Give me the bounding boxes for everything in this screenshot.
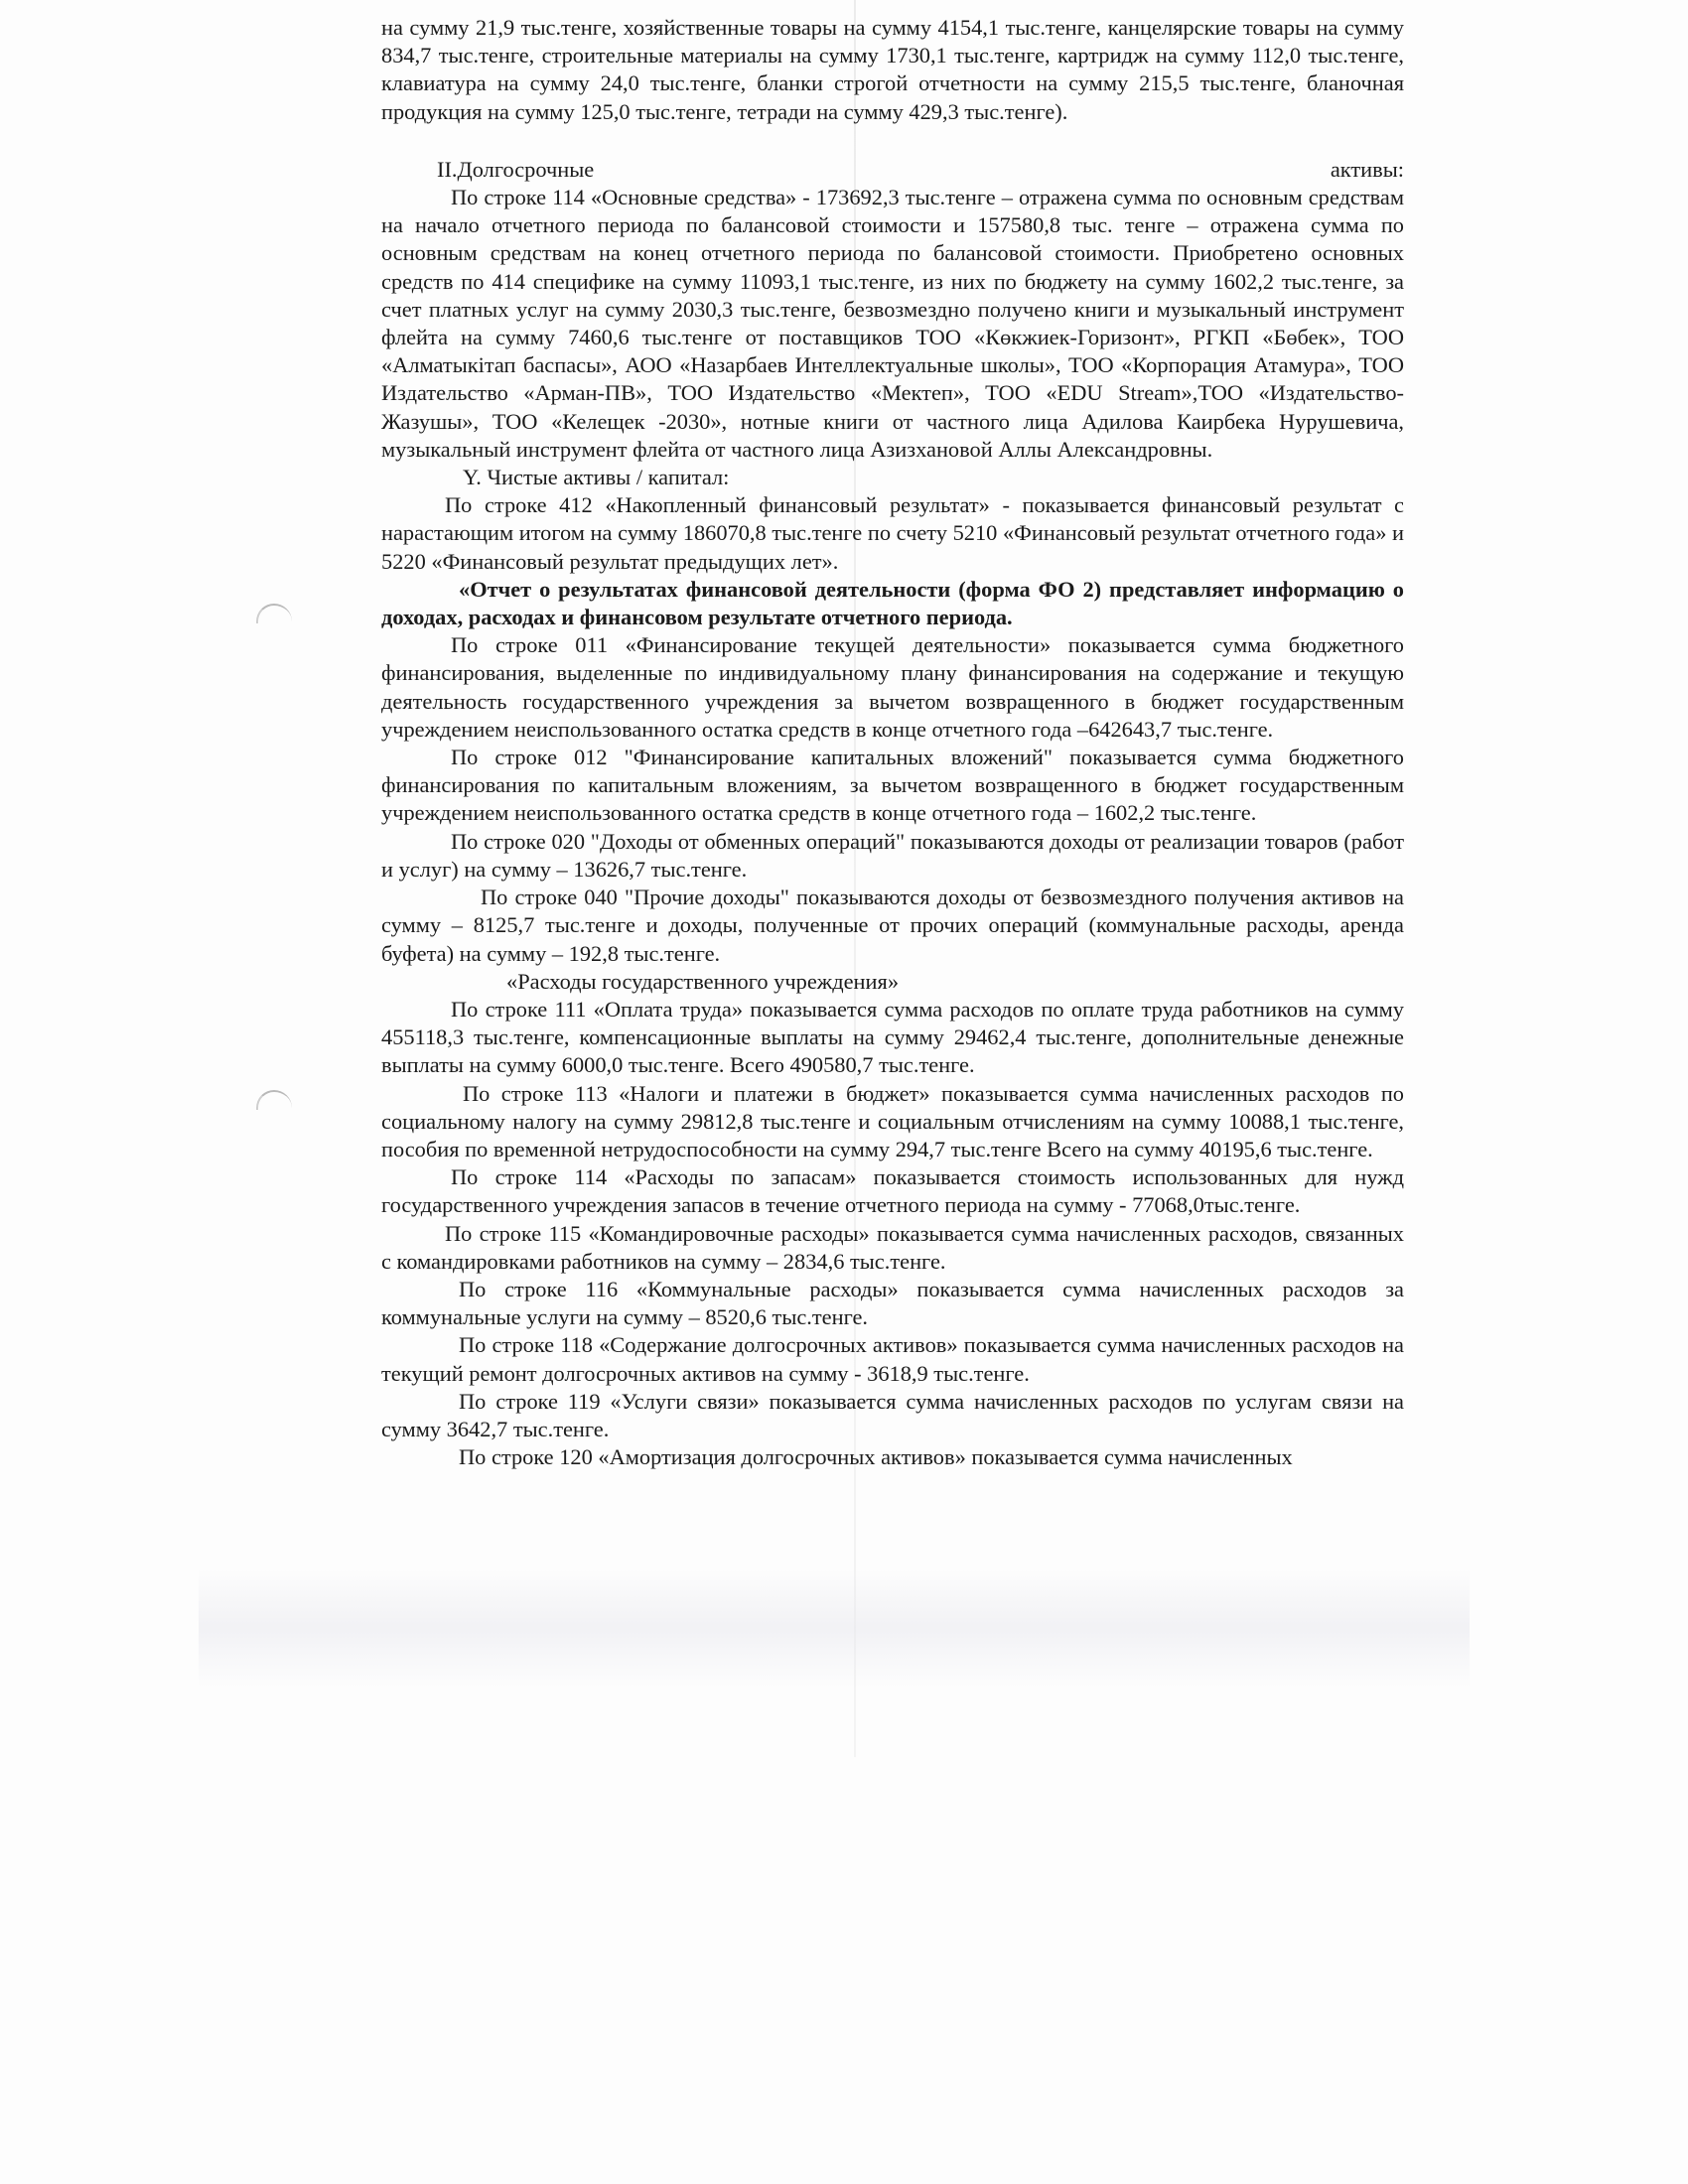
paragraph-line-114-fixed-assets: По строке 114 «Основные средства» - 173692,3 тыс.тенге – отражена сумма по основным средствам на начало отчетного периода по балансовой стоимости и 157580,8 тыс. тенге – отражена сумма по основным средствам на конец отчетного периода по балансовой стоимости. Приобретено основных средств по 414 специфике на сумму 11093,1 тыс.тенге, из них по бюджету на сумму 1602,2 тыс.тенге, за счет платных услуг на сумму 2030,3 тыс.тенге, безвозмездно получено книги и музыкальный инструмент флейта на сумму 7460,6 тыс.тенге от поставщиков ТОО «Көкжиек-Горизонт», РГКП «Бөбек», ТОО «Алматыкітап баспасы», АОО «Назарбаев Интеллектуальные школы», ТОО «Корпорация Атамура», ТОО Издательство «Арман-ПВ», ТОО Издательство «Мектеп», ТОО «EDU Stream»,ТОО «Издательство-Жазушы», ТОО «Келещек -2030», нотные книги от частного лица Адилова Каирбека Нурушевича, музыкальный инструмент флейта от частного лица Азизхановой Аллы Александровны. [381, 185, 1404, 462]
document-page [381, 14, 1404, 1471]
report-heading: «Отчет о результатах финансовой деятельности (форма ФО 2) представляет информацию о доходах, расходах и финансовом результате отчетного периода. [381, 576, 1404, 630]
paragraph-line-111: По строке 111 «Оплата труда» показывается сумма расходов по оплате труда работников на сумму 455118,3 тыс.тенге, компенсационные выплаты на сумму 29462,4 тыс.тенге, дополнительные денежные выплаты на сумму 6000,0 тыс.тенге. Всего 490580,7 тыс.тенге. [381, 996, 1404, 1078]
punch-hole-mark [256, 1090, 292, 1110]
paragraph-line-114-inventory: По строке 114 «Расходы по запасам» показывается стоимость использованных для нужд государственного учреждения запасов в течение отчетного периода на сумму - 77068,0тыс.тенге. [381, 1164, 1404, 1218]
scan-shadow-band [199, 1569, 1470, 1688]
paragraph-line-115: По строке 115 «Командировочные расходы» показывается сумма начисленных расходов, связанных с командировками работников на сумму – 2834,6 тыс.тенге. [381, 1220, 1404, 1274]
section-heading-right: активы: [1330, 156, 1404, 182]
paragraph-line-020: По строке 020 "Доходы от обменных операций" показываются доходы от реализации товаров (работ и услуг) на сумму – 13626,7 тыс.тенге. [381, 828, 1404, 882]
punch-hole-mark [256, 604, 292, 623]
paragraph-line-412: По строке 412 «Накопленный финансовый результат» - показывается финансовый результат с нарастающим итогом на сумму 186070,8 тыс.тенге по счету 5210 «Финансовый результат отчетного года» и 5220 «Финансовый результат предыдущих лет». [381, 492, 1404, 574]
paragraph-intro: на сумму 21,9 тыс.тенге, хозяйственные товары на сумму 4154,1 тыс.тенге, канцелярские товары на сумму 834,7 тыс.тенге, строительные материалы на сумму 1730,1 тыс.тенге, картридж на сумму 112,0 тыс.тенге, клавиатура на сумму 24,0 тыс.тенге, бланки строгой отчетности на сумму 215,5 тыс.тенге, бланочная продукция на сумму 125,0 тыс.тенге, тетради на сумму 429,3 тыс.тенге). [381, 15, 1404, 124]
paragraph-line-120: По строке 120 «Амортизация долгосрочных активов» показывается сумма начисленных [459, 1444, 1293, 1470]
section-heading-net-assets: Y. Чистые активы / капитал: [463, 465, 730, 490]
paragraph-line-119: По строке 119 «Услуги связи» показывается сумма начисленных расходов по услугам связи на сумму 3642,7 тыс.тенге. [381, 1388, 1404, 1441]
paragraph-line-113: По строке 113 «Налоги и платежи в бюджет» показывается сумма начисленных расходов по социальному налогу на сумму 29812,8 тыс.тенге и социальным отчислениям на сумму 10088,1 тыс.тенге, пособия по временной нетрудоспособности на сумму 294,7 тыс.тенге Всего на сумму 40195,6 тыс.тенге. [381, 1080, 1404, 1161]
section-heading-expenses: «Расходы государственного учреждения» [506, 968, 900, 994]
paragraph-line-116: По строке 116 «Коммунальные расходы» показывается сумма начисленных расходов за коммунальные услуги на сумму – 8520,6 тыс.тенге. [381, 1276, 1404, 1330]
section-heading-left: II.Долгосрочные [437, 156, 595, 182]
paragraph-line-118: По строке 118 «Содержание долгосрочных активов» показывается сумма начисленных расходов на текущий ремонт долгосрочных активов на сумму - 3618,9 тыс.тенге. [381, 1332, 1404, 1386]
paragraph-line-011: По строке 011 «Финансирование текущей деятельности» показывается сумма бюджетного финансирования, выделенные по индивидуальному плану финансирования на содержание и текущую деятельность государственного учреждения за вычетом возвращенного в бюджет государственным учреждением неиспользованного остатка средств в конце отчетного года –642643,7 тыс.тенге. [381, 632, 1404, 742]
paragraph-line-040: По строке 040 "Прочие доходы" показываются доходы от безвозмездного получения активов на сумму – 8125,7 тыс.тенге и доходы, полученные от прочих операций (коммунальные расходы, аренда буфета) на сумму – 192,8 тыс.тенге. [381, 885, 1404, 966]
paragraph-line-012: По строке 012 "Финансирование капитальных вложений" показывается сумма бюджетного финансирования по капитальным вложениям, за вычетом возвращенного в бюджет государственным учреждением неиспользованного остатка средств в конце отчетного года – 1602,2 тыс.тенге. [381, 745, 1404, 826]
section-heading-long-term-assets [381, 156, 1404, 184]
